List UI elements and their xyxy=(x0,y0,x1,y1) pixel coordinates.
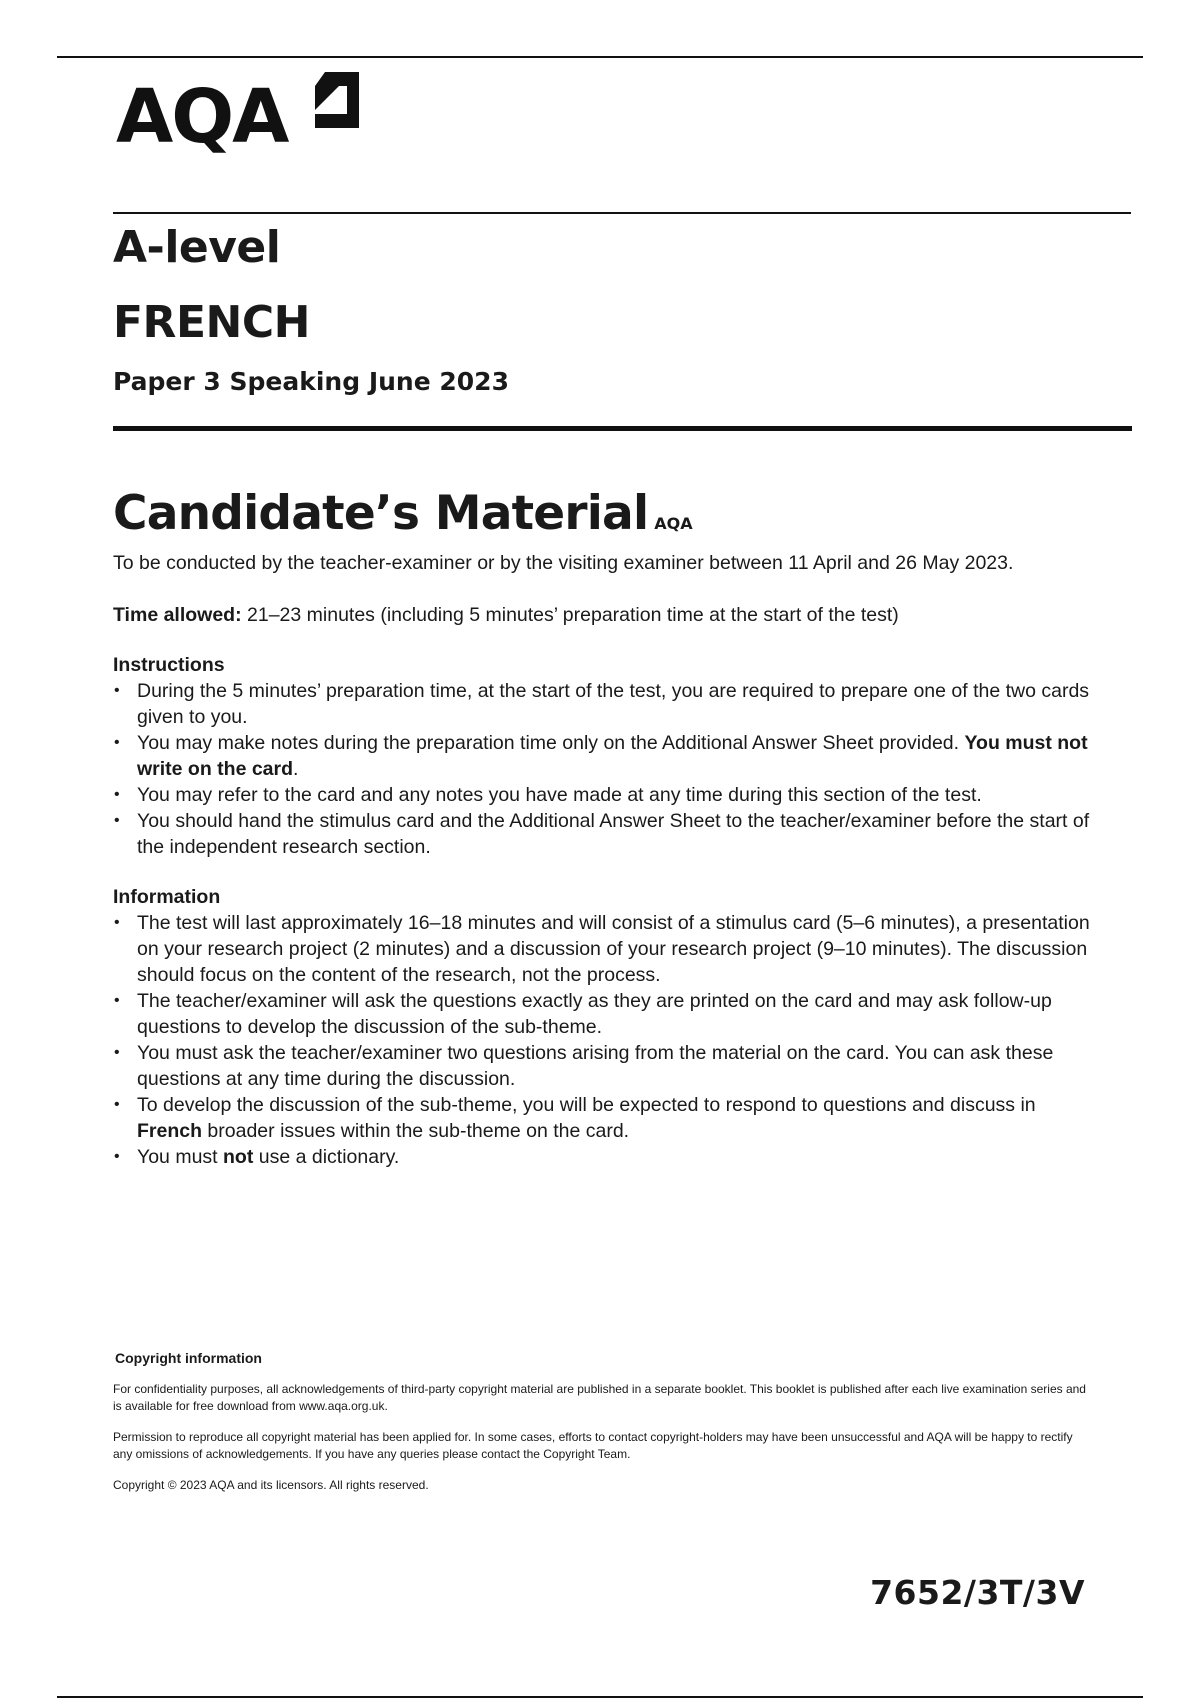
list-item: • The test will last approximately 16–18 minutes and will consist of a stimulus card (5–6 minutes), a presentation on your research project (2 minutes) and a discussion of your research project (9–10 minutes). The discussion should focus on the content of the research, not the process. xyxy=(113,910,1103,988)
conduct-statement: To be conducted by the teacher-examiner or by the visiting examiner between 11 April and 26 May 2023. xyxy=(113,552,1014,574)
list-item: • You may refer to the card and any notes you have made at any time during this section of the test. xyxy=(113,782,1103,808)
list-item: • You must not use a dictionary. xyxy=(113,1144,1103,1170)
time-allowed-value: 21–23 minutes (including 5 minutes’ preparation time at the start of the test) xyxy=(241,604,899,626)
copyright-paragraph: Permission to reproduce all copyright material has been applied for. In some cases, efforts to contact copyright-holders may have been unsuccessful and AQA will be happy to rectify any omissions of acknowledgements. If you have any queries please contact the Copyright Team. xyxy=(113,1430,1073,1461)
list-item: • You may make notes during the preparation time only on the Additional Answer Sheet provided. You must not write on the card. xyxy=(113,730,1103,782)
copyright-heading: Copyright information xyxy=(115,1350,262,1366)
paper-subtitle: Paper 3 Speaking June 2023 xyxy=(113,367,509,396)
copyright-section xyxy=(113,1350,1093,1508)
aqa-logo-text: AQA xyxy=(116,74,288,160)
material-title-text: Candidate’s Material xyxy=(113,486,649,541)
list-item: • You must ask the teacher/examiner two questions arising from the material on the card. You can ask these questions at any time during the discussion. xyxy=(113,1040,1103,1092)
material-title-logo: AQA xyxy=(654,514,693,533)
instructions-heading: Instructions xyxy=(113,654,225,676)
list-item: • During the 5 minutes’ preparation time, at the start of the test, you are required to prepare one of the two cards given to you. xyxy=(113,678,1103,730)
list-item: • You should hand the stimulus card and the Additional Answer Sheet to the teacher/examiner before the start of the independent research section. xyxy=(113,808,1103,860)
copyright-paragraph: For confidentiality purposes, all acknowledgements of third-party copyright material are published in a separate booklet. This booklet is published after each live examination series and is available for free download from www.aqa.org.uk. xyxy=(113,1382,1086,1413)
aqa-logo xyxy=(116,70,396,170)
header-rule xyxy=(113,212,1131,214)
time-allowed xyxy=(113,602,1103,628)
list-item: • To develop the discussion of the sub-theme, you will be expected to respond to questions and discuss in French broader issues within the sub-theme on the card. xyxy=(113,1092,1103,1144)
information-heading: Information xyxy=(113,886,221,908)
information-list xyxy=(113,910,1103,1170)
time-allowed-label: Time allowed: xyxy=(113,604,242,626)
subject-title: FRENCH xyxy=(113,297,310,348)
list-item: • The teacher/examiner will ask the questions exactly as they are printed on the card and may ask follow-up questions to develop the discussion of the sub-theme. xyxy=(113,988,1103,1040)
top-rule xyxy=(57,56,1143,58)
paper-code: 7652/3T/3V xyxy=(870,1573,1085,1612)
level-title: A-level xyxy=(113,222,281,273)
bottom-rule xyxy=(57,1696,1143,1698)
main-body xyxy=(113,550,1103,1170)
instructions-list xyxy=(113,678,1103,860)
title-underline-rule xyxy=(113,426,1132,431)
aqa-logo-mark-icon xyxy=(313,70,359,132)
copyright-notice: Copyright © 2023 AQA and its licensors. All rights reserved. xyxy=(113,1478,429,1492)
candidates-material-title xyxy=(113,486,693,541)
